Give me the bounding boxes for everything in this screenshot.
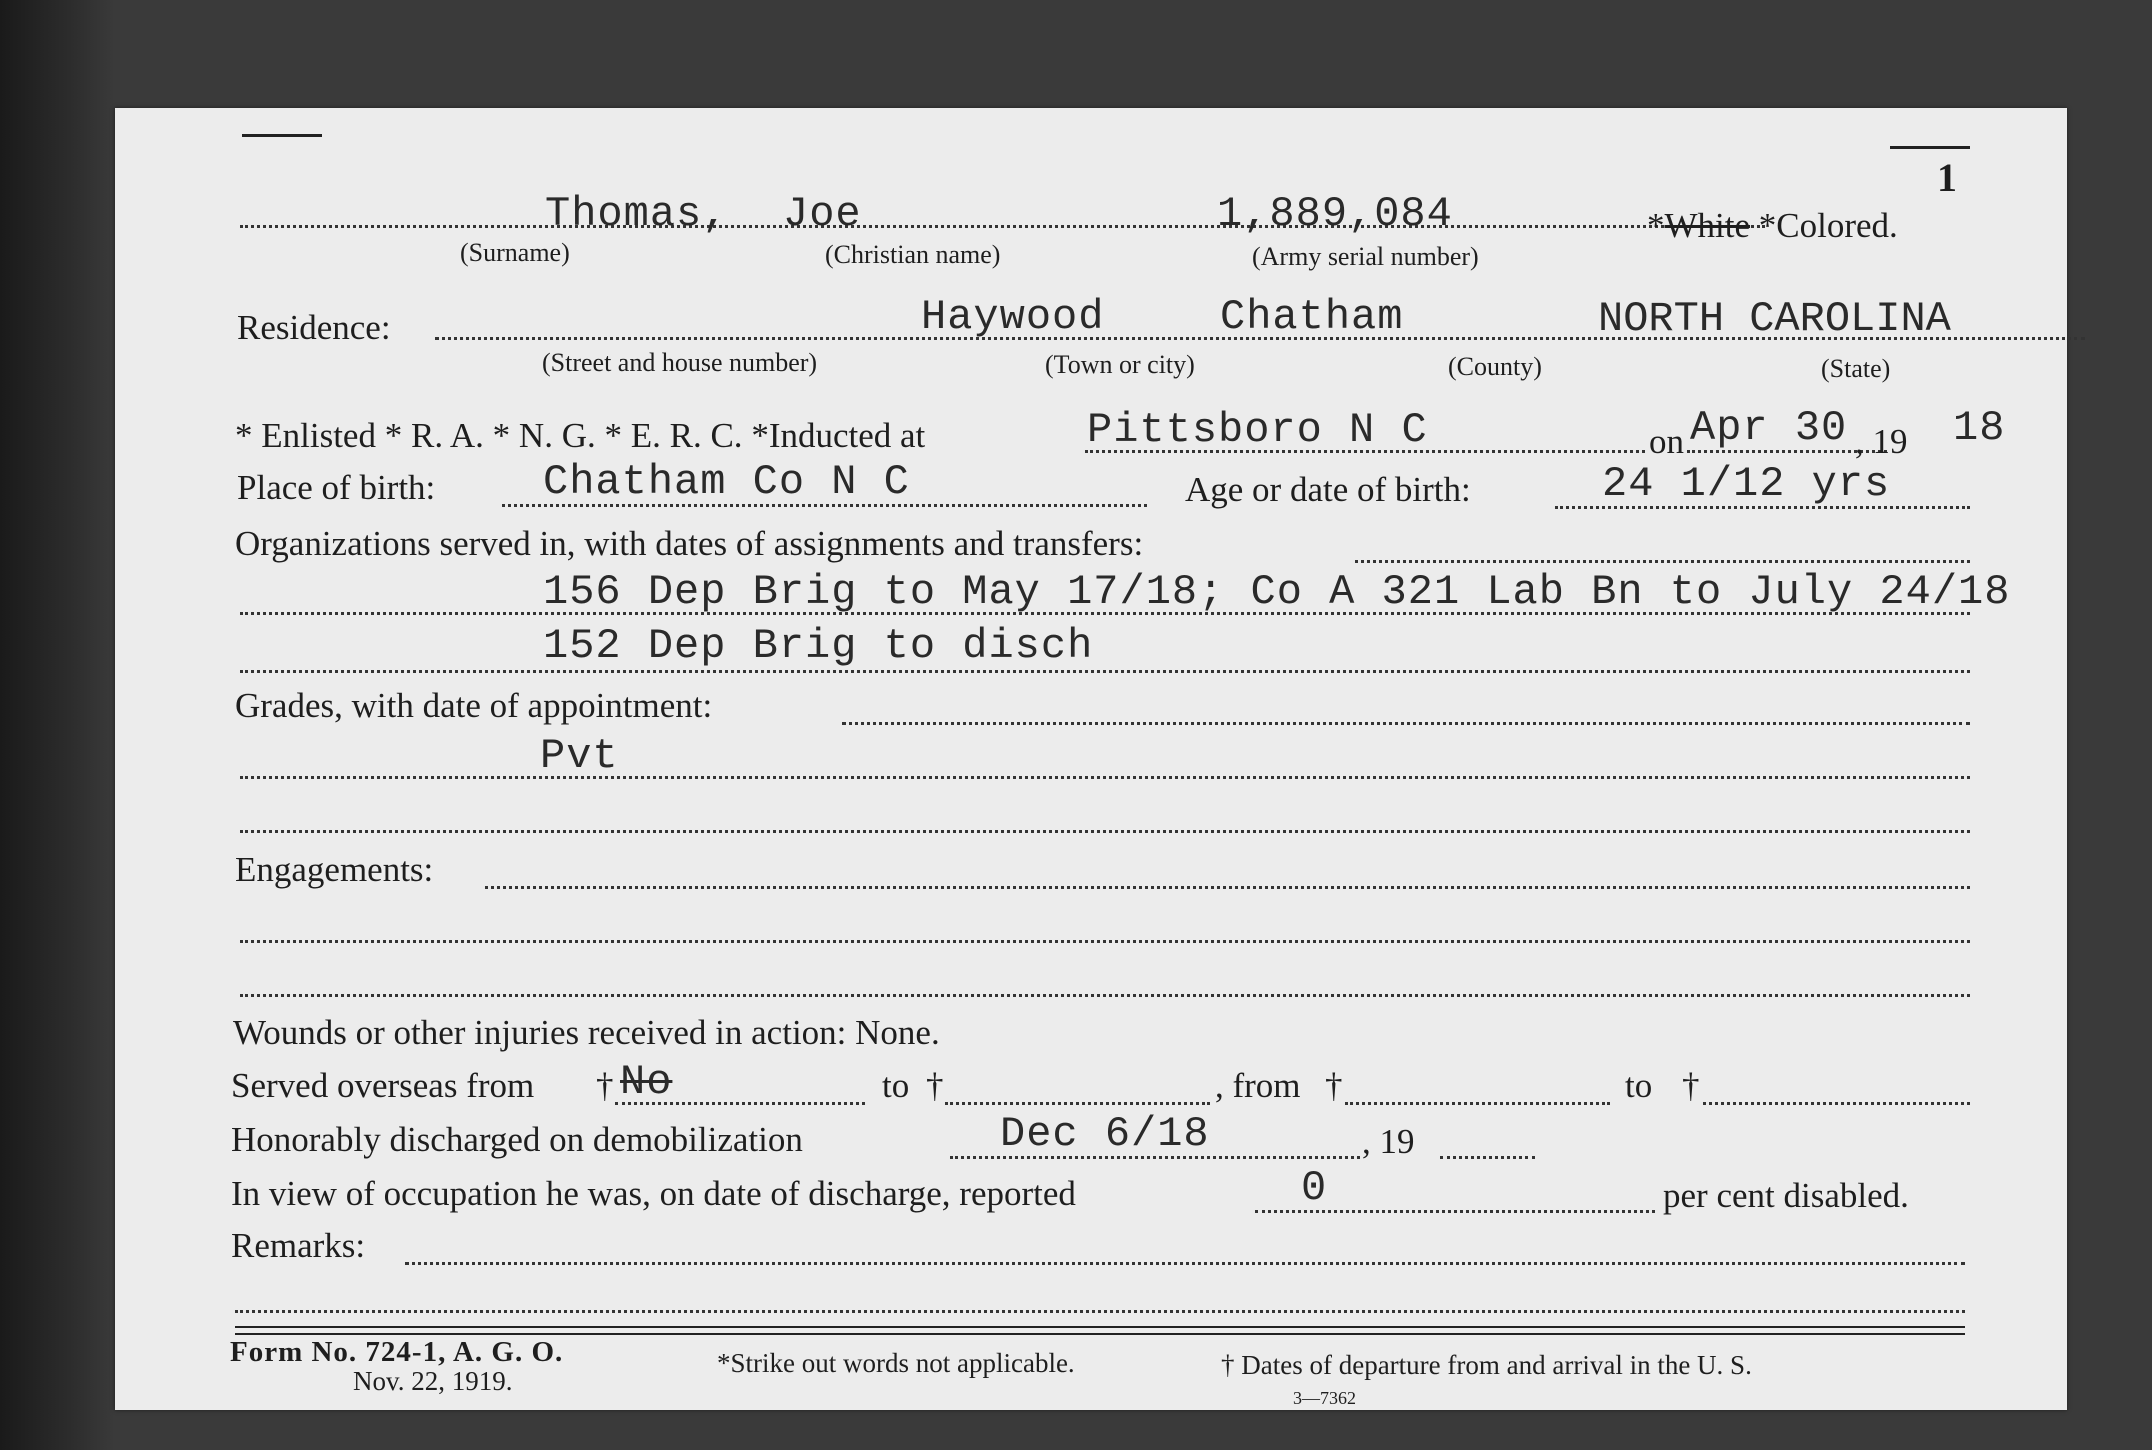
- street-caption: (Street and house number): [542, 348, 818, 377]
- inducted-date: Apr 30: [1690, 404, 1848, 452]
- footer-rule-2: [235, 1333, 1965, 1335]
- organizations-entry-1: 156 Dep Brig to May 17/18; Co A 321 Lab Bn to July 24/18: [543, 568, 2011, 616]
- inducted-place: Pittsboro N C: [1087, 406, 1428, 454]
- discharge-date: Dec 6/18: [1000, 1110, 1210, 1158]
- enlisted-option: * Enlisted: [235, 416, 376, 455]
- footnote-strike: *Strike out words not applicable.: [717, 1348, 1075, 1378]
- overseas-label: Served overseas from: [231, 1066, 535, 1105]
- race-colored: Colored.: [1776, 206, 1898, 245]
- engagements-line-1: [240, 940, 1970, 943]
- age-label: Age or date of birth:: [1185, 470, 1471, 509]
- discharge-year-line: [1440, 1156, 1535, 1159]
- engagements-line-2: [240, 994, 1970, 997]
- grade-value: Pvt: [540, 732, 619, 780]
- engagements-label: Engagements:: [235, 850, 434, 889]
- engagements-line-0: [485, 886, 1970, 889]
- top-right-mark: [1890, 146, 1970, 149]
- disability-suffix: per cent disabled.: [1663, 1176, 1909, 1215]
- grades-label: Grades, with date of appointment:: [235, 686, 713, 725]
- organizations-line-2: [240, 670, 1970, 673]
- town-caption: (Town or city): [1045, 350, 1195, 379]
- name-line: [240, 225, 1765, 228]
- on-label: on: [1649, 422, 1684, 461]
- overseas-to2-line: [1703, 1102, 1970, 1105]
- footnote-dates: † Dates of departure from and arrival in the U. S.: [1221, 1350, 1752, 1380]
- overseas-from2-line: [1345, 1102, 1610, 1105]
- overseas-from2-label: , from: [1215, 1066, 1301, 1105]
- serial-number-value: 1,889,084: [1217, 190, 1453, 238]
- surname-caption: (Surname): [460, 238, 570, 267]
- overseas-dagger-2: †: [926, 1066, 944, 1105]
- inducted-label: *Inducted at: [751, 416, 926, 455]
- surname-value: Thomas,: [545, 190, 729, 238]
- overseas-dagger-4: †: [1682, 1066, 1700, 1105]
- grades-line-0: [842, 722, 1970, 725]
- ra-option: * R. A.: [384, 416, 484, 455]
- christian-name-caption: (Christian name): [825, 240, 1001, 269]
- residence-town: Haywood: [921, 293, 1105, 341]
- overseas-dagger-1: †: [596, 1066, 614, 1105]
- state-caption: (State): [1821, 354, 1891, 383]
- organizations-line-0: [1355, 560, 1970, 563]
- race-white: White: [1664, 206, 1751, 245]
- enlistment-options: [235, 416, 925, 456]
- organizations-label: Organizations served in, with dates of assignments and transfers:: [235, 524, 1144, 563]
- overseas-to2-label: to: [1625, 1066, 1653, 1105]
- form-date: Nov. 22, 1919.: [353, 1366, 513, 1396]
- overseas-to-label: to: [882, 1066, 910, 1105]
- print-code: 3—7362: [1293, 1388, 1356, 1408]
- card-number: 1: [1937, 155, 1957, 200]
- overseas-dagger-3: †: [1325, 1066, 1343, 1105]
- discharge-year-prefix: , 19: [1362, 1122, 1415, 1161]
- birth-place-label: Place of birth:: [237, 468, 436, 507]
- inducted-year: 18: [1953, 404, 2006, 452]
- age-value: 24 1/12 yrs: [1602, 460, 1891, 508]
- remarks-line-1: [405, 1262, 1965, 1265]
- scan-background: [0, 0, 115, 1450]
- top-left-mark: [242, 134, 322, 137]
- remarks-label: Remarks:: [231, 1226, 366, 1265]
- race-star: *: [1647, 206, 1665, 245]
- residence-county: Chatham: [1220, 293, 1404, 341]
- wounds-label: Wounds or other injuries received in action:: [233, 1013, 847, 1052]
- discharge-label: Honorably discharged on demobilization: [231, 1120, 803, 1159]
- service-record-card: [115, 108, 2067, 1410]
- grades-line-1: [240, 776, 1970, 779]
- erc-option: * E. R. C.: [604, 416, 743, 455]
- serial-number-caption: (Army serial number): [1252, 242, 1479, 271]
- overseas-to-line: [945, 1102, 1210, 1105]
- county-caption: (County): [1448, 352, 1542, 381]
- wounds-value: None.: [855, 1013, 940, 1052]
- residence-label: Residence:: [237, 308, 391, 347]
- residence-state: NORTH CAROLINA: [1598, 295, 1951, 343]
- christian-name-value: Joe: [783, 190, 862, 238]
- organizations-entry-2: 152 Dep Brig to disch: [543, 622, 1094, 670]
- inducted-year-prefix: , 19: [1855, 422, 1908, 461]
- race-star-2: *: [1758, 206, 1777, 245]
- grades-line-2: [240, 830, 1970, 833]
- disability-label: In view of occupation he was, on date of discharge, reported: [231, 1174, 1076, 1213]
- birth-place-value: Chatham Co N C: [543, 458, 910, 506]
- overseas-value: No: [620, 1058, 673, 1106]
- form-number: Form No. 724-1, A. G. O.: [230, 1336, 564, 1368]
- disability-value: 0: [1301, 1164, 1328, 1212]
- remarks-line-2: [235, 1310, 1965, 1313]
- footer-rule-1: [235, 1326, 1965, 1328]
- ng-option: * N. G.: [492, 416, 596, 455]
